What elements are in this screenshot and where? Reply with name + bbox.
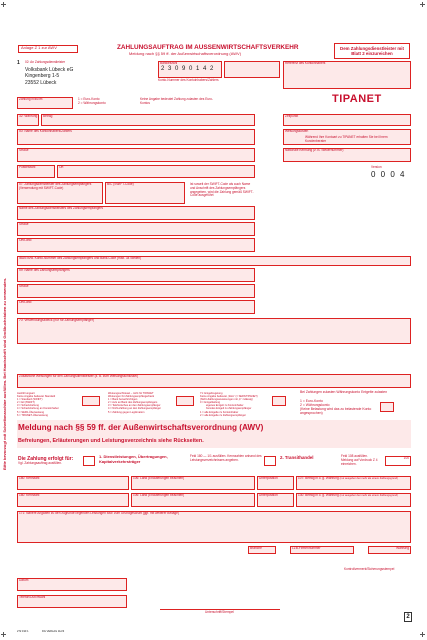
fee-list: 71: Entgeltregelung Keine Angabe bedeutet „SHA“ (= SEPA/TIPANET) (Nicht-Zahlungsanweisungen mit „F“ zulässig) 0 = Entgeltteilung eigenes Entgelt zu Kontoinhaber fremdes Entgelt zu Zahlungsempfänger 1 = alle Entgelte zu Kontoinhaber 2 = alle Entgelte zu Zahlungsempfänger [200,392,258,417]
form-id: Anlage Z 1 zur AWV [18,45,78,53]
page-subtitle: Meldung nach §§ 59 ff. der Außenwirtschaftsverordnung (AWV) [129,51,242,56]
transit-2-hint: Feld 108 ausfüllen. Meldung auf Vordruck Z 4 einreichen. [341,454,378,466]
row1-kennzahl-field[interactable]: 180: Kennzahl [17,476,129,490]
signature-label: Unterschrift/Stempel [205,610,234,614]
konto-label: Konto-Nummer des Kontoinhabers/Zahlers [158,78,219,82]
currency-account-fees: Bei Zahlungen zulasten Währungskonto Entgelte zulasten 1 = Euro-Konto 2 = Währungskonto (Keine Belastung wird das zu belastende Konto angesprochen) [300,390,388,415]
field-100[interactable]: 100 [385,456,411,466]
publisher: DG VERLAG 11/23 [42,630,65,633]
page-number: 2 [404,612,412,622]
weisungskosten-text: Während Ihre Kontoart zu TIPANET erhalten Sie bei Ihrem Kundenberater [305,135,388,143]
bank-street: Kingenberg 1-5 [25,73,60,80]
bank-address [25,67,73,86]
row2-kennzahl-field[interactable]: 180: Kennzahl [17,493,129,507]
beneficiary-name-field[interactable]: 59: Name des Zahlungsempfängers [17,268,255,282]
side-note: Bitte bevorzugt mit Schreibmaschine ausfüllen. Bei Handschrift sind Großbuchstaben zu verwenden. [2,277,7,470]
bank-city: 23552 Lübeck [25,79,57,86]
zahlung-hint: Keine Angabe bedeutet Zahlung zulasten des Euro-Kontos [140,97,214,105]
transit-2-label: 2. Transithandel [280,455,314,460]
bankleitzahl-field[interactable]: Bankleitzahl 2 3 0 9 0 1 4 2 [158,61,222,78]
transit-1-hint: Feld 180 — 1/1 ausfüllen. Kennzahlen anhand des Leistungsverzeichnisses angeben. [190,454,262,462]
payer-plz-field[interactable]: Postleitzahl [17,165,55,178]
print-code: 272 190 1 [17,630,29,633]
beneficiary-bank-ort-field[interactable]: Ort/Land [17,238,255,252]
beneficiary-bank-street-field[interactable]: Straße [17,222,255,236]
tipanet-logo: TIPANET [332,93,382,105]
awv-heading: Meldung nach §§ 59 ff. der Außenwirtschaftsverordnung (AWV) [18,423,264,432]
details-field[interactable]: 171: Nähere Angaben zu den zugrunde liegenden Leistungen bzw. zum Grundgeschäft (ggf. mit weiterer Beilage) [17,511,411,543]
amount-field[interactable]: Betrag [41,114,255,126]
lzb-field[interactable]: LZB-Firmennummer [290,546,354,554]
row2-land-field[interactable]: 106: Land (Erläuterungen beachten) [131,493,255,507]
datum-field[interactable]: Datum [17,578,127,591]
instruction-key-input[interactable] [176,396,194,406]
iban-field[interactable]: IBAN bzw. Konto-Nummer des Zahlungsempfängers und Bank-Code (max. 34 Stellen) [17,256,411,266]
payer-street-field[interactable]: Straße [17,148,255,162]
version-value: 0 0 0 4 [371,170,406,179]
fee-input[interactable] [272,396,286,406]
payer-ort-field[interactable]: Ort [57,165,255,178]
bic-field[interactable]: BIC (SWIFT-Code) [105,182,185,204]
crop-mark-icon [420,632,425,637]
bankleitzahl-value: 2 3 0 9 0 1 4 2 [161,65,215,72]
zahlung-type-1-checkbox[interactable] [83,456,95,466]
zahlung-in-field[interactable]: Zahlung in/zu/im [17,97,73,109]
purpose-field[interactable]: 70: Verwendungszweck (nur für Zahlungsempfänger) [17,318,411,344]
instructions-field[interactable]: Zusätzliche Weisungen für den Zahlungsdienstleister (z. B. zum Weisungsschlüssel) [17,374,411,388]
branche-field[interactable]: Branche [248,546,276,554]
row2-betrag-field[interactable]: 130: Betrag in o. g. Währung (nur ausgeben bei mehr als einem Zahlungsgrund) [296,493,411,507]
konto-field[interactable] [224,61,280,78]
beneficiary-street-field[interactable]: Straße [17,284,255,298]
zeitpunkt-field[interactable]: Zeitpunkt [283,114,411,126]
crop-mark-icon [1,2,6,7]
beneficiary-ort-field[interactable]: Ort/Land [17,300,255,314]
bic-hint: Ist soweit der SWIFT-Code als auch Name und Anschrift des Zahlungsempfängers angegeben, wird die Zahlung gemäß SWIFT-Code ausgeführt [190,182,254,198]
transit-1-label: 1. Dienstleistungen, Übertragungen, Kapitalverkehrsträger [99,454,168,464]
zahlung-option-2: 2 = Währungskonto [78,101,106,105]
waehrung-field[interactable]: Währung [368,546,411,554]
bank-label: 02: An Zahlungsdienstleister [25,60,66,64]
version-label: Version [371,165,382,169]
row1-unterposition-field[interactable]: Unterposition [257,476,294,490]
page-title: ZAHLUNGSAUFTRAG IM AUSSENWIRTSCHAFTSVERKEHR [117,44,299,51]
submit-notice: Dem Zahlungsdienstleister mit Blatt 2 einzureichen [334,43,410,59]
copy-number: 1 [17,60,20,66]
steuernummer-field[interactable]: Nationale Kennung (z. B. Steuernummer) [283,148,411,162]
telefon-field[interactable]: Telefon/Durchwahl [17,595,127,608]
beneficiary-bank-name-field[interactable]: Name des Zahlungsdienstleisters des Zahlungsempfängers [17,206,255,220]
row2-unterposition-field[interactable]: Unterposition [257,493,294,507]
row1-betrag-field[interactable]: 107: Betrag in o. g. Währung (nur ausgeben bei mehr als einem Zahlungsgrund) [296,476,411,490]
kontrollvermerk-label: Kontrollvermerk/Sicherungsstempel [344,567,395,571]
referenz-field[interactable]: Referenz des Kontoinhabers [283,61,411,89]
row1-land-field[interactable]: 106: Land (Erläuterungen beachten) [131,476,255,490]
currency-field[interactable]: 32: Währung [17,114,39,126]
awv-subheading: Befreiungen, Erläuterungen und Leistungsverzeichnis siehe Rückseiten. [18,438,204,444]
payer-name-field[interactable]: 50: Name des Kontoinhabers/Zahlers [17,129,255,145]
execution-type-input[interactable] [82,396,100,406]
crop-mark-icon [1,632,6,637]
beneficiary-bank-field[interactable]: 57: Zahlungsdienstleister des Zahlungsempfängers (Verwendung mit SWIFT-Code) [17,182,103,204]
zahlung-erfolgt-hint: Vgl. Zahlungsauftrag ausfüllen. [18,461,62,465]
instruction-key-list: Weisungsschlüssel – nicht für TIPANET Weisungen für Zahlungsempfängerbank 1 = Bank benachrichtigen 2 = Avis an Bank des Zahlungsempfängers 3 = Telefonisches an den Zahlungsempfänger 4 = Nicht-Zahlung an den Zahlungsempfänger 5 = Zahlung gegen Legitimation [108,392,161,414]
execution-type-list: Ausführungsart Keine Angabe bedeutet Standard 1 = Standard (SWIFT) 2 = Eil (SWIFT) 3 = Scheckziehung 4 = Scheckziehung an Kontoinhaber 5 = SEPA-Überweisung 6 = TIPANET-Überweisung [17,392,59,417]
currency-account-fees-input[interactable] [380,402,394,412]
crop-mark-icon [420,2,425,7]
weisungskosten-field[interactable]: Weisungskosten [283,129,411,145]
zahlung-erfolgt-label: Die Zahlung erfolgt für: [18,456,74,462]
zahlung-option-1: 1 = Euro-Konto [78,97,100,101]
zahlung-type-2-checkbox[interactable] [264,456,276,466]
bank-name: Volksbank Lübeck eG [25,67,74,73]
